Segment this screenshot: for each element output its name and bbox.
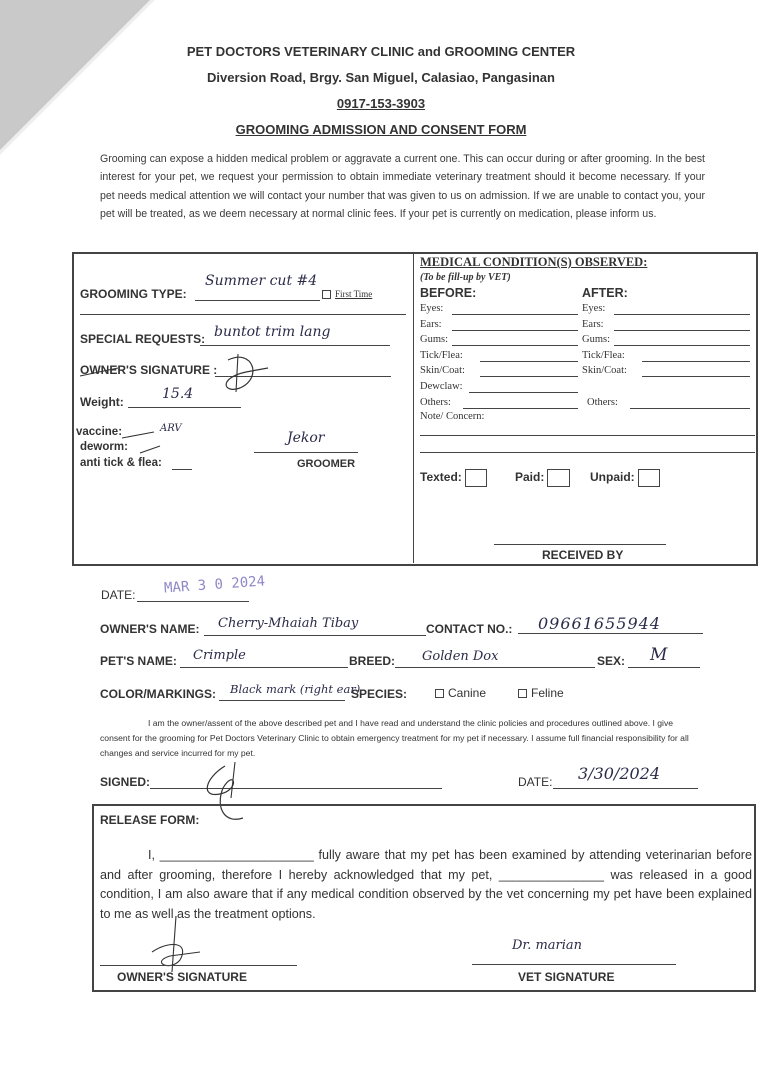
species-canine-option[interactable] [435,686,486,700]
color-label: COLOR/MARKINGS: [100,687,216,701]
date-line[interactable] [137,601,249,602]
paid-field [515,469,570,487]
before-item-label: Others: [420,396,451,408]
first-time-label: First Time [335,289,373,299]
vet-signature-value: Dr. marian [512,938,583,953]
sex-label: SEX: [597,654,626,668]
paid-label: Paid: [515,470,545,485]
before-item-label: Dewclaw: [420,381,463,392]
received-by-line[interactable] [494,544,666,545]
vaccine-dash [120,428,160,442]
before-item-line[interactable] [469,392,578,393]
breed-line[interactable] [395,667,595,668]
weight-line[interactable] [128,407,241,408]
release-title: RELEASE FORM: [100,813,200,827]
after-item-label: Eyes: [582,303,606,314]
owner-name-label: OWNER'S NAME: [100,622,200,636]
signed-date-label: DATE: [518,775,553,789]
after-item-line[interactable] [614,314,750,315]
signed-line[interactable] [150,788,442,789]
first-time-box[interactable] [322,290,331,299]
unpaid-field [590,469,660,487]
after-item-line[interactable] [642,361,750,362]
signed-label: SIGNED: [100,775,151,789]
after-item-label: Skin/Coat: [582,365,627,377]
feline-label: Feline [531,686,564,700]
after-item-line[interactable] [630,408,750,409]
deworm-label: deworm: [80,441,128,453]
medical-title: MEDICAL CONDITION(S) OBSERVED: [420,255,648,269]
paid-checkbox[interactable] [547,469,570,487]
owner-name-value: Cherry-Mhaiah Tibay [218,616,359,631]
grooming-type-label: GROOMING TYPE: [80,287,187,301]
special-requests-line[interactable] [200,345,390,346]
groomer-line[interactable] [254,452,358,453]
vaccine-value: ARV [160,423,182,434]
received-by-label: RECEIVED BY [542,548,624,562]
date-label: DATE: [101,588,136,602]
before-item-line[interactable] [480,376,578,377]
groomer-value: Jekor [287,430,325,446]
grooming-type-line[interactable] [195,300,320,301]
box-divider [413,253,414,563]
after-item-line[interactable] [614,330,750,331]
owner-signature-label: OWNER'S SIGNATURE : [80,363,218,377]
after-item-label: Tick/Flea: [582,349,625,361]
texted-checkbox[interactable] [465,469,487,487]
signed-date-value: 3/30/2024 [578,764,661,783]
after-item-label: Others: [587,396,618,408]
texted-label: Texted: [420,470,462,485]
before-item-line[interactable] [480,361,578,362]
antitick-label: anti tick & flea: [80,457,162,469]
feline-checkbox[interactable] [518,689,527,698]
before-item-line[interactable] [452,314,578,315]
after-item-line[interactable] [642,376,750,377]
deworm-dash [138,441,168,455]
clinic-phone: 0917-153-3903 [336,96,426,111]
sex-value: M [650,645,668,665]
vaccine-label: vaccine: [76,426,123,438]
release-owner-signature-line[interactable] [100,965,297,966]
antitick-line[interactable] [172,469,192,470]
form-title: GROOMING ADMISSION AND CONSENT FORM [235,122,527,137]
before-label: BEFORE: [420,286,477,300]
note-line-2[interactable] [420,452,755,453]
unpaid-label: Unpaid: [590,470,635,485]
before-item-line[interactable] [452,345,578,346]
intro-paragraph: Grooming can expose a hidden medical problem or aggravate a current one. This can occur during or after grooming. In the best interest for your pet, we request your permission to obtain immediate veterinary treatment should it become necessary. If your pet needs medical attention we will contact your number that was given to us on admission. If we are unable to contact you, your pet will be treated, as we deem necessary at normal clinic fees. If your pet is currently on medication, please inform us. [100,153,705,220]
owner-name-line[interactable] [204,635,426,636]
clinic-name: PET DOCTORS VETERINARY CLINIC and GROOMING CENTER [186,44,576,59]
after-item-label: Gums: [582,334,611,346]
release-owner-signature-label: OWNER'S SIGNATURE [117,970,247,984]
color-line[interactable] [219,700,345,701]
release-text: I, ______________________ fully aware that my pet has been examined by attending veterinarian before and after grooming, therefore I hereby acknowledged that my pet, _______________ was released in a good condition, I am also aware that if any medical condition observed by the vet concerning my pet have been explained to me as well as the treatment options. [100,848,752,921]
texted-field [420,469,487,487]
before-item-label: Ears: [420,318,442,330]
unpaid-checkbox[interactable] [638,469,660,487]
before-item-label: Skin/Coat: [420,365,465,377]
vet-signature-label: VET SIGNATURE [518,970,615,984]
consent-paragraph: I am the owner/assent of the above described pet and I have read and understand the clinic policies and procedures outlined above. I give consent for the grooming for Pet Doctors Veterinary Clinic to obtain emergency treatment for my pet if necessary. I assume full financial responsibility for all changes and service incurred for my pet. [100,718,689,758]
before-item-label: Eyes: [420,303,444,314]
before-item-label: Gums: [420,334,449,346]
weight-value: 15.4 [162,386,194,402]
contact-value: 09661655944 [538,614,661,633]
sex-line[interactable] [628,667,700,668]
pet-name-label: PET'S NAME: [100,654,177,668]
note-label: Note/ Concern: [420,411,485,422]
species-feline-option[interactable] [518,686,564,700]
contact-label: CONTACT NO.: [426,622,513,636]
pet-name-value: Crimple [193,648,246,663]
groomer-label: GROOMER [297,458,356,470]
special-requests-value: buntot trim lang [214,324,331,340]
before-item-line[interactable] [463,408,578,409]
special-requests-label: SPECIAL REQUESTS: [80,332,206,346]
species-label: SPECIES: [351,687,408,701]
canine-label: Canine [448,686,487,700]
grooming-type-extra-line[interactable] [80,314,406,315]
breed-value: Golden Dox [422,649,499,664]
breed-label: BREED: [349,654,396,668]
medical-subtitle: (To be fill-up by VET) [420,272,511,283]
after-label: AFTER: [582,286,628,300]
contact-line[interactable] [518,633,703,634]
date-stamp: MAR 3 0 2024 [163,573,266,597]
pet-name-line[interactable] [180,667,348,668]
canine-checkbox[interactable] [435,689,444,698]
weight-label: Weight: [80,395,124,409]
after-item-line[interactable] [614,345,750,346]
clinic-address: Diversion Road, Brgy. San Miguel, Calasiao, Pangasinan [207,70,555,85]
note-line-1[interactable] [420,435,755,436]
color-value: Black mark (right ear) [230,682,361,696]
after-item-label: Ears: [582,318,604,330]
before-item-line[interactable] [452,330,578,331]
first-time-checkbox[interactable] [322,289,372,299]
before-item-label: Tick/Flea: [420,349,463,361]
vet-signature-line[interactable] [472,964,676,965]
signed-date-line[interactable] [553,788,698,789]
grooming-type-value: Summer cut #4 [205,273,318,289]
